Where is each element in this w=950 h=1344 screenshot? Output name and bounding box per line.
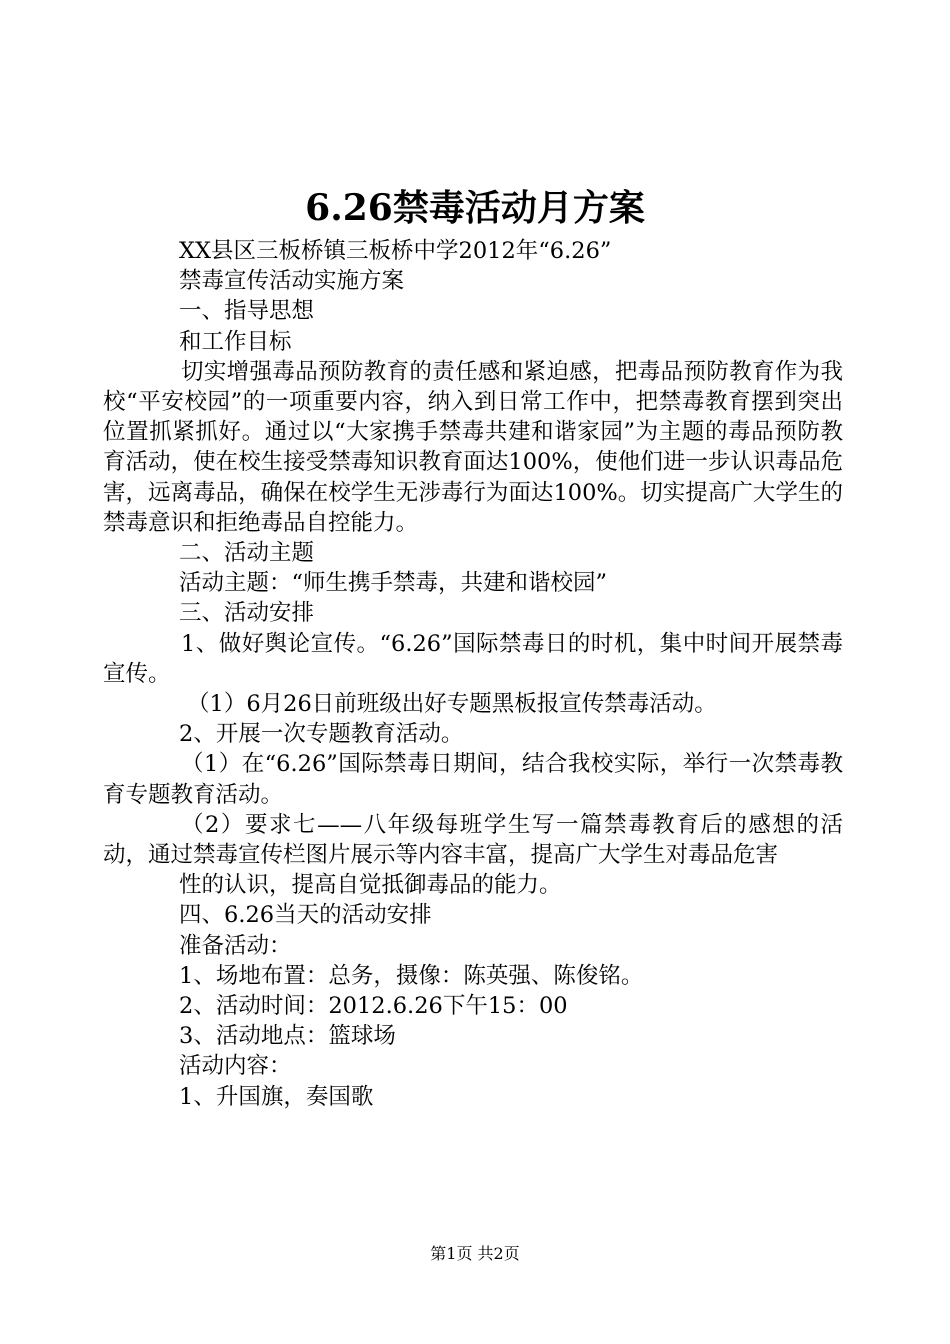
content-heading: 活动内容：	[179, 1053, 292, 1080]
section-heading-1: 一、指导思想	[179, 298, 315, 325]
document-title: 6.26禁毒活动月方案	[305, 187, 645, 229]
prep-item-3: 3、活动地点：篮球场	[179, 1023, 396, 1050]
section-heading-3: 三、活动安排	[179, 600, 315, 627]
paragraph-item-1: 1、做好舆论宣传。“6.26”国际禁毒日的时机，集中时间开展禁毒宣传。	[103, 630, 843, 687]
page-footer: 第1页 共2页	[430, 1244, 520, 1263]
item-2: 2、开展一次专题教育活动。	[179, 721, 464, 748]
subtitle-line-2: 禁毒宣传活动实施方案	[179, 268, 405, 295]
content-item-1: 1、升国旗，奏国歌	[179, 1083, 374, 1110]
section-heading-1-cont: 和工作目标	[179, 328, 292, 355]
prep-heading: 准备活动：	[179, 932, 292, 959]
subtitle-line-1: XX县区三板桥镇三板桥中学2012年“6.26”	[179, 238, 612, 264]
sub-item-2-2-cont: 性的认识，提高自觉抵御毒品的能力。	[179, 872, 562, 899]
prep-item-2: 2、活动时间：2012.6.26下午15：00	[179, 993, 568, 1020]
paragraph-sub-item-2-1: （1）在“6.26”国际禁毒日期间，结合我校实际，举行一次禁毒教育专题教育活动。	[103, 751, 843, 808]
prep-item-1: 1、场地布置：总务，摄像：陈英强、陈俊铭。	[179, 962, 644, 989]
paragraph-goals: 切实增强毒品预防教育的责任感和紧迫感，把毒品预防教育作为我校“平安校园”的一项重要内容，纳入到日常工作中，把禁毒教育摆到突出位置抓紧抓好。通过以“大家携手禁毒共建和谐家园”为主题的毒品预防教育活动，使在校生接受禁毒知识教育面达100%，使他们进一步认识毒品危害，远离毒品，确保在校学生无涉毒行为面达100%。切实提高广大学生的禁毒意识和拒绝毒品自控能力。	[103, 358, 843, 536]
paragraph-sub-item-2-2: （2）要求七——八年级每班学生写一篇禁毒教育后的感想的活动，通过禁毒宣传栏图片展示等内容丰富，提高广大学生对毒品危害	[103, 811, 843, 869]
document-body	[103, 236, 843, 1112]
sub-item-1-1: （1）6月26日前班级出好专题黑板报宣传禁毒活动。	[187, 691, 717, 718]
section-heading-2: 二、活动主题	[179, 540, 315, 567]
section-heading-4: 四、6.26当天的活动安排	[179, 902, 432, 929]
activity-theme: 活动主题：“师生携手禁毒，共建和谐校园”	[179, 570, 608, 597]
